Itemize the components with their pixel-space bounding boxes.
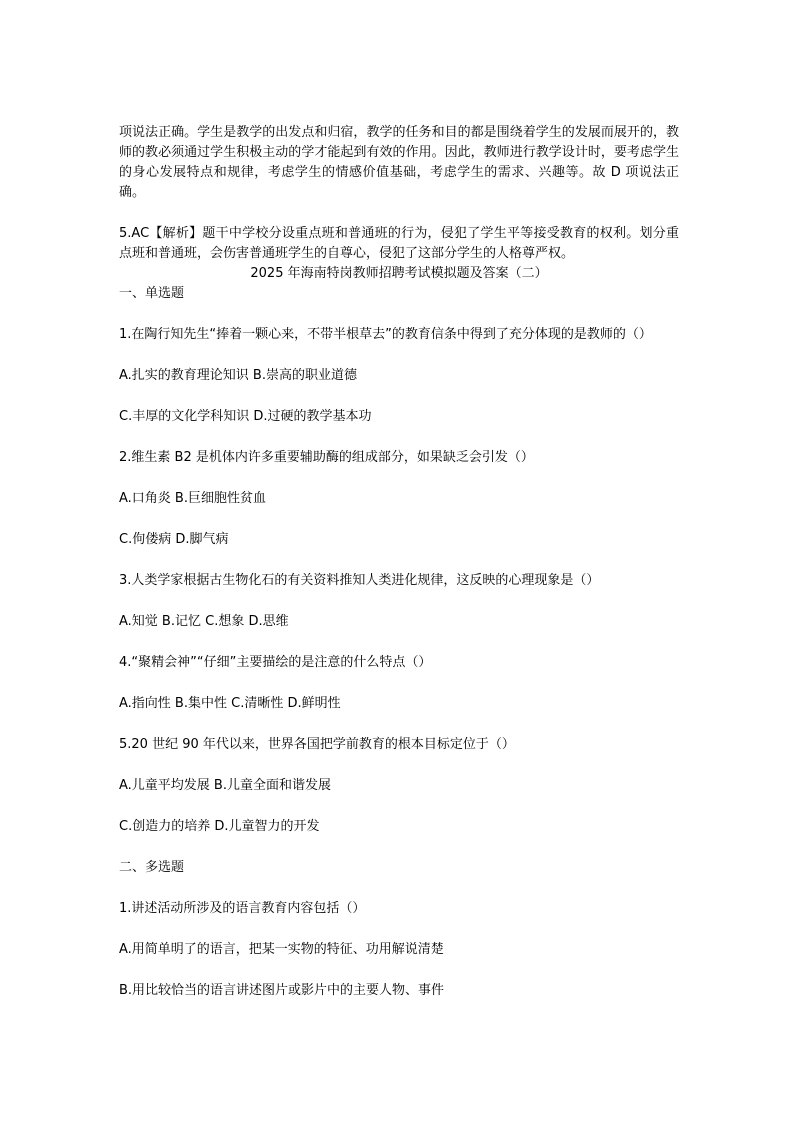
multi-question-1-option-a: A.用简单明了的语言，把某一实物的特征、功用解说清楚: [119, 942, 444, 957]
question-5-stem: 5.20 世纪 90 年代以来，世界各国把学前教育的根本目标定位于（）: [119, 737, 515, 752]
question-5-options-ab: A.儿童平均发展 B.儿童全面和谐发展: [119, 778, 331, 793]
question-2-options-cd: C.佝偻病 D.脚气病: [119, 532, 229, 547]
question-3-stem: 3.人类学家根据古生物化石的有关资料推知人类进化规律，这反映的心理现象是（）: [119, 573, 600, 588]
question-4-options: A.指向性 B.集中性 C.清晰性 D.鲜明性: [119, 696, 341, 711]
multi-question-1-stem: 1.讲述活动所涉及的语言教育内容包括（）: [119, 901, 366, 916]
question-1-stem: 1.在陶行知先生“捧着一颗心来，不带半根草去”的教育信条中得到了充分体现的是教师的（）: [119, 327, 652, 342]
question-4-stem: 4.“聚精会神”“仔细”主要描绘的是注意的什么特点（）: [119, 655, 432, 670]
question-1-options-ab: A.扎实的教育理论知识 B.崇高的职业道德: [119, 368, 357, 383]
question-2-options-ab: A.口角炎 B.巨细胞性贫血: [119, 491, 266, 506]
multi-question-1-option-b: B.用比较恰当的语言讲述图片或影片中的主要人物、事件: [119, 983, 445, 998]
answer-explanation-paragraph: 项说法正确。学生是教学的出发点和归宿，教学的任务和目的都是围绕着学生的发展而展开的，教师的教必须通过学生积极主动的学才能起到有效的作用。因此，教师进行教学设计时，要考虑学生的身心发展特点和规律，考虑学生的情感价值基础，考虑学生的需求、兴趣等。故 D 项说法正确。: [119, 125, 679, 200]
question-2-stem: 2.维生素 B2 是机体内许多重要辅助酶的组成部分，如果缺乏会引发（）: [119, 450, 534, 465]
section-heading-single-choice: 一、单选题: [119, 286, 185, 301]
document-body: [119, 123, 679, 1001]
answer-5-explanation: 5.AC【解析】题干中学校分设重点班和普通班的行为，侵犯了学生平等接受教育的权利。划分重点班和普通班，会伤害普通班学生的自尊心，侵犯了这部分学生的人格尊严权。: [119, 226, 679, 261]
question-1-options-cd: C.丰厚的文化学科知识 D.过硬的教学基本功: [119, 409, 372, 424]
question-3-options: A.知觉 B.记忆 C.想象 D.思维: [119, 614, 289, 629]
question-5-options-cd: C.创造力的培养 D.儿童智力的开发: [119, 819, 320, 834]
document-title: 2025 年海南特岗教师招聘考试模拟题及答案（二）: [250, 266, 548, 281]
section-heading-multiple-choice: 二、多选题: [119, 860, 185, 875]
